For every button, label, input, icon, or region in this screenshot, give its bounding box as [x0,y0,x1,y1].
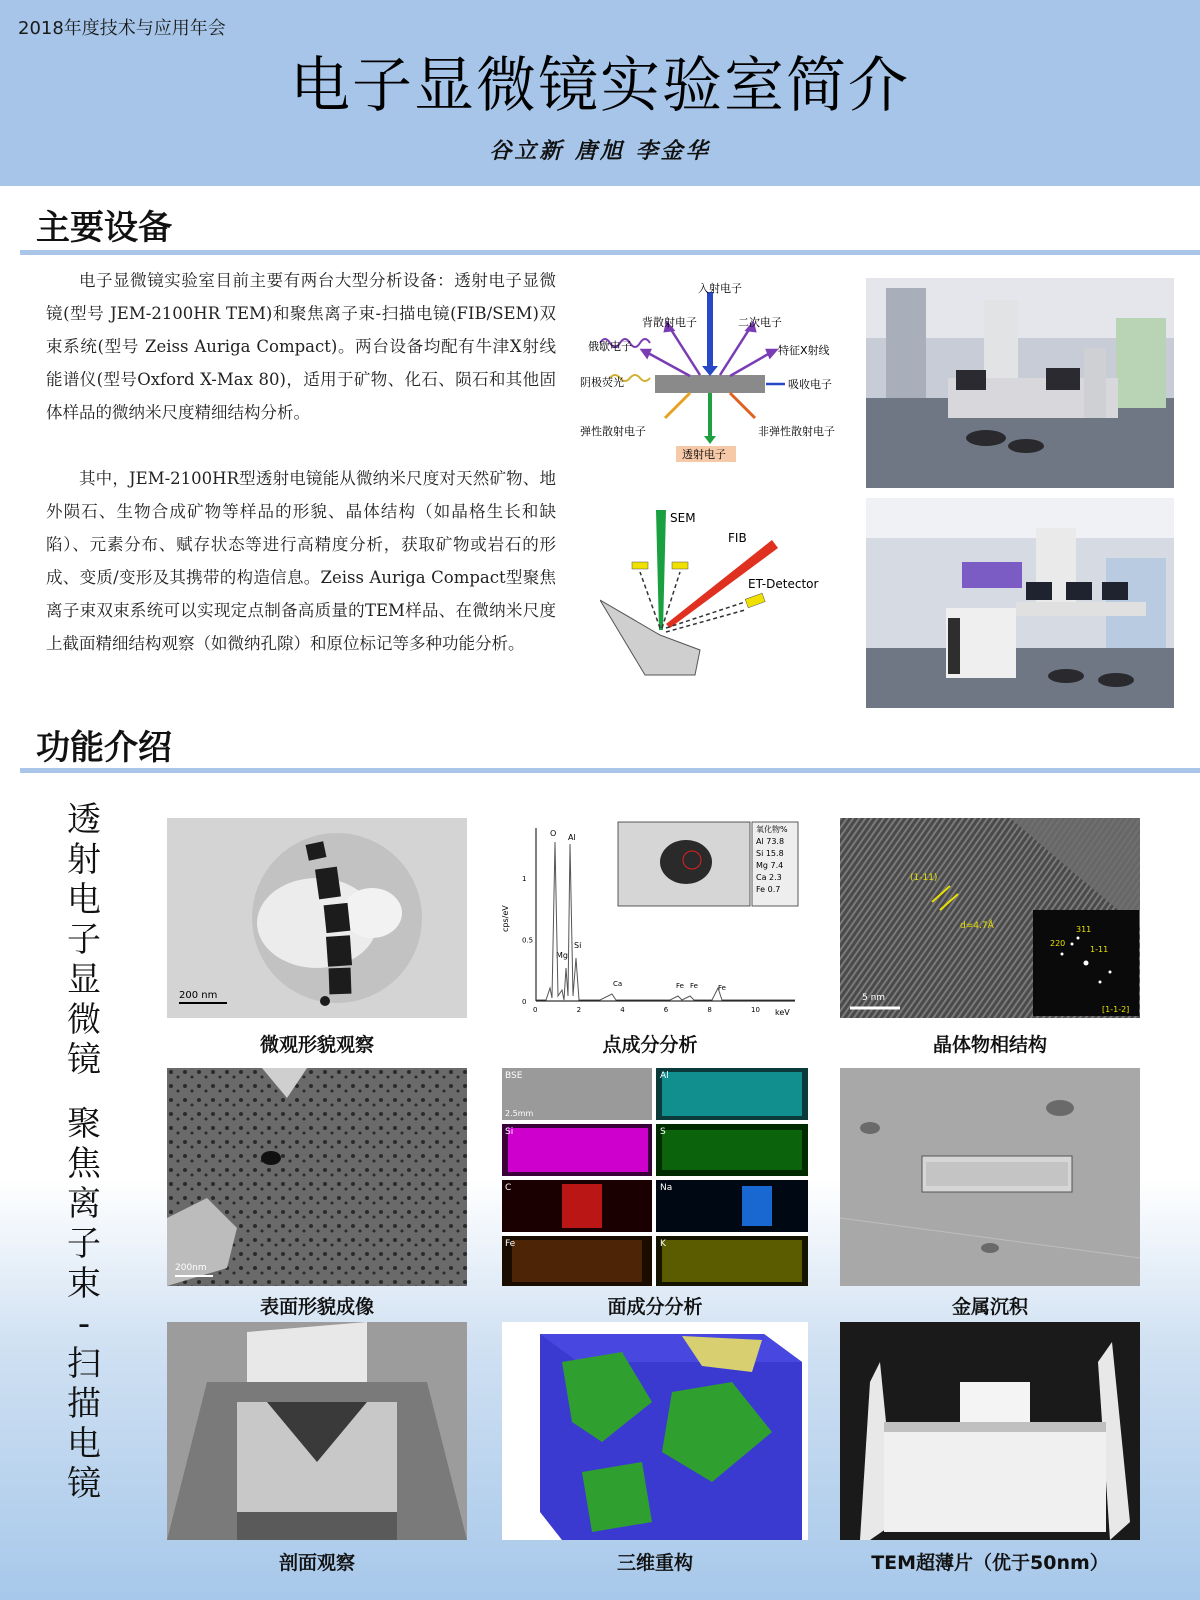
label-backscatter: 背散射电子 [642,316,697,329]
section-divider [20,250,1200,255]
authors: 谷立新 唐旭 李金华 [489,138,711,164]
tile-label: K [660,1239,666,1249]
label-cathodo: 阴极荧光 [580,376,624,389]
sem-surface-image [167,1068,467,1286]
caption-mapping: 面成分分析 [607,1296,703,1318]
tile-label: C [505,1183,512,1193]
peak-label: Fe [718,984,726,992]
caption-crystal: 晶体物相结构 [932,1034,1047,1056]
caption-tem-lamella: TEM超薄片（优于50nm） [871,1552,1109,1574]
spot-label: 1-11 [1090,945,1109,954]
composition-row: Si 15.8 [756,849,784,858]
eds-ylabel: cps/eV [501,905,510,932]
tem-lamella-image [840,1322,1140,1540]
eds-xtick: 2 [576,1006,582,1014]
side-label-fib-sem: 聚 焦 离 子 束 - 扫 描 电 镜 [67,1104,101,1504]
poster-title: 电子显微镜实验室简介 [290,51,910,121]
caption-tem-morphology: 微观形貌观察 [259,1034,374,1056]
section-divider [20,768,1200,773]
label-sem: SEM [670,511,696,525]
composition-row: Mg 7.4 [756,861,784,870]
tile-label: S [660,1127,666,1137]
peak-label: Ca [613,980,623,988]
cross-section-image [167,1322,467,1540]
d-spacing-label: d=4.7Å [960,921,994,931]
eds-xtick: 10 [751,1006,760,1014]
peak-label: Mg [556,951,568,960]
tile-label: Na [660,1183,673,1193]
label-auger: 俄歇电子 [588,340,632,353]
composition-title: 氧化物% [756,825,788,834]
peak-label: Al [568,833,576,842]
peak-label: O [550,829,557,838]
tile-label: Si [505,1127,514,1137]
scale-label: 2.5mm [505,1109,534,1118]
metal-deposition-image [840,1068,1140,1286]
section-heading-functions: 功能介绍 [36,728,172,768]
label-inelastic: 非弹性散射电子 [758,425,835,438]
fib-sem-diagram [600,510,840,690]
eds-xtick: 4 [620,1006,625,1014]
detail-paragraph: 其中，JEM-2100HR型透射电镜能从微纳米尺度对天然矿物、地外陨石、生物合成矿物等样品的形貌、晶体结构（如晶格生长和缺陷）、元素分布、赋存状态等进行高精度分析，获取矿物或岩石的形成、变质/变形及其携带的构造信息。Zeiss Auriga Compact型聚焦离子束双束系统可以实现定点制备高质量的TEM样品、在微纳米尺度上截面精细结构观察（如微纳孔隙）和原位标记等多种功能分析。 [46,469,556,653]
eds-xtick: 0 [533,1006,538,1014]
eds-point-spectrum [500,818,800,1018]
eds-xlabel: keV [775,1008,790,1017]
composition-row: Al 73.8 [756,837,785,846]
scale-label: 200nm [175,1263,207,1273]
intro-paragraph: 电子显微镜实验室目前主要有两台大型分析设备：透射电子显微镜(型号 JEM-2100HR TEM)和聚焦离子束-扫描电镜(FIB/SEM)双束系统(型号 Zeiss Auriga Compact)。两台设备均配有牛津X射线能谱仪(型号Oxford X-Max 80)，适用于矿物、化石、陨石和其他固体样品的微纳米尺度精细结构分析。 [46,271,556,422]
tile-label: Al [660,1071,669,1081]
caption-3d-reconstruction: 三维重构 [616,1552,693,1574]
spot-label: 220 [1050,939,1066,948]
label-fib: FIB [728,531,747,545]
tile-label: Fe [505,1239,516,1249]
peak-label: Si [574,941,582,950]
label-transmitted: 透射电子 [682,448,726,461]
eds-ytick: 1 [522,875,527,883]
section-heading-equipment: 主要设备 [36,208,172,248]
caption-eds-point: 点成分分析 [602,1034,698,1056]
peak-label: Fe [676,982,684,990]
scale-label: 5 nm [862,993,886,1003]
composition-row: Ca 2.3 [756,873,782,882]
spot-label: 311 [1076,925,1092,934]
eds-ytick: 0.5 [522,936,534,945]
caption-cross-section: 剖面观察 [278,1552,355,1574]
caption-surface: 表面形貌成像 [259,1296,374,1318]
eds-xtick: 8 [707,1006,712,1014]
hrtem-lattice-image [840,818,1140,1018]
peak-label: Fe [690,982,698,990]
zone-axis-label: [1-1-2] [1102,1005,1130,1014]
fib-sem-lab-photo [866,498,1174,708]
conference-label: 2018年度技术与应用年会 [18,18,226,39]
tem-lab-photo [866,278,1174,488]
header-banner [0,0,1200,186]
element-mapping-grid [502,1068,808,1286]
label-xray: 特征X射线 [778,344,830,357]
caption-metal: 金属沉积 [951,1296,1028,1318]
eds-ytick: 0 [522,998,527,1006]
side-label-tem: 透 射 电 子 显 微 镜 [67,800,101,1080]
electron-interaction-diagram [580,278,850,478]
tem-morphology-image [167,818,467,1018]
eds-xtick: 6 [663,1006,669,1014]
label-incident: 入射电子 [698,282,742,295]
label-absorbed: 吸收电子 [788,378,832,391]
label-secondary: 二次电子 [738,316,782,329]
3d-reconstruction-image [502,1322,808,1540]
label-elastic: 弹性散射电子 [580,425,646,438]
plane-label: (1-11) [910,873,938,883]
scale-label: 200 nm [179,990,218,1001]
composition-row: Fe 0.7 [756,885,781,894]
tile-label: BSE [505,1071,523,1081]
label-et-detector: ET-Detector [748,577,819,591]
